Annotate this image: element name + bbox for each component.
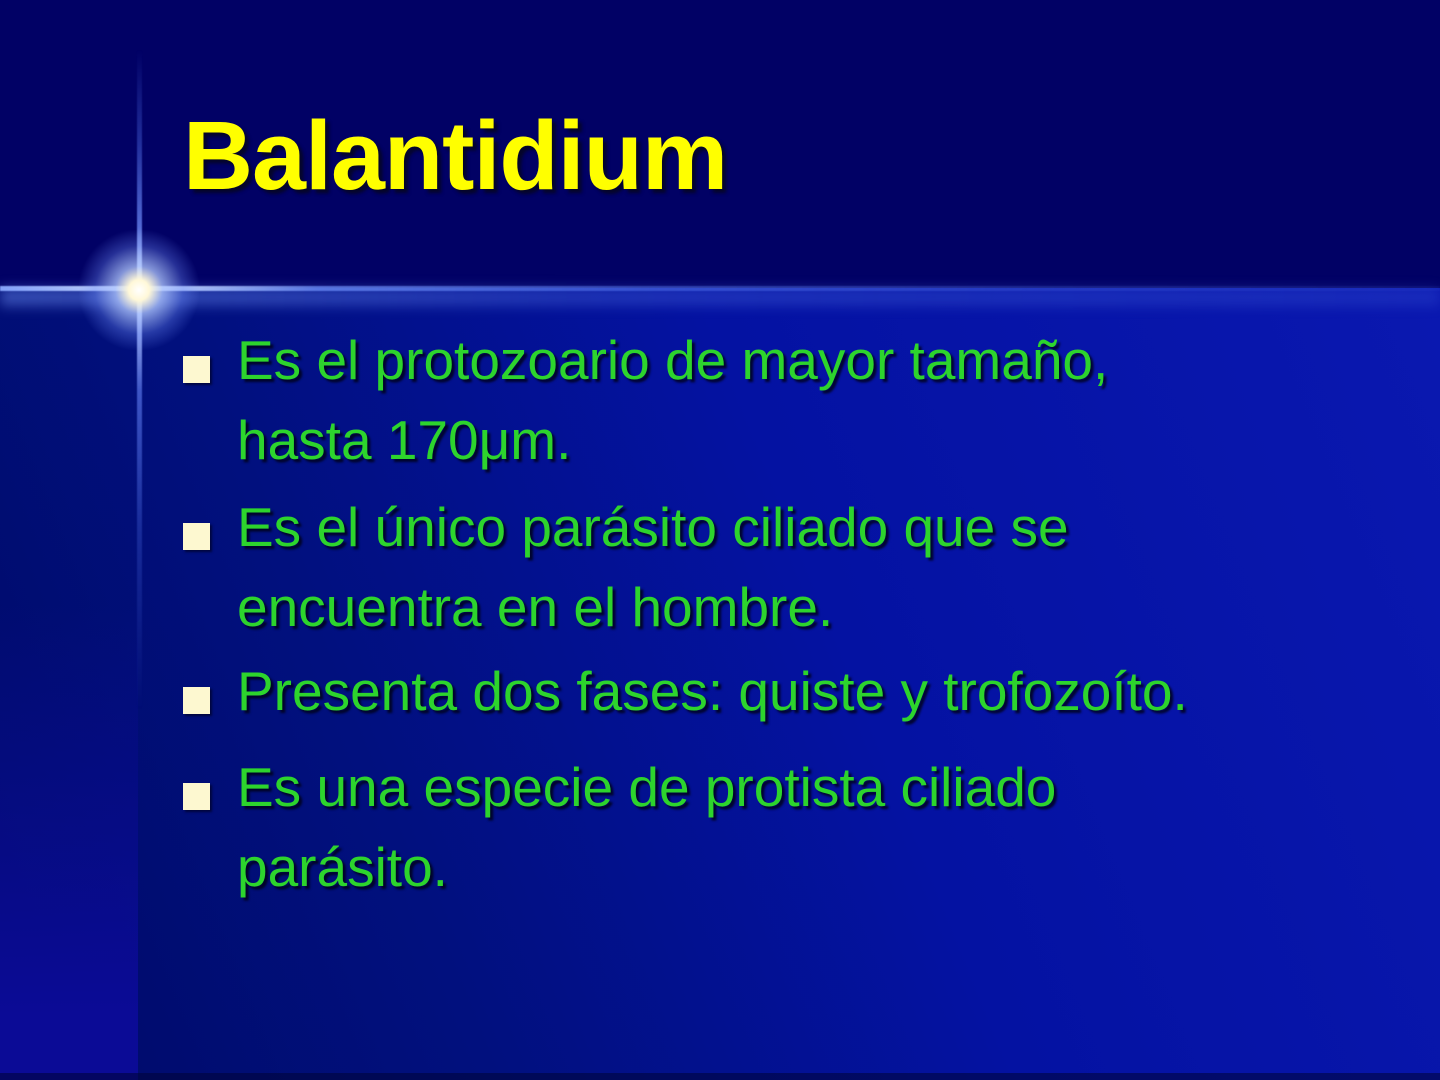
lens-flare-center-icon [79,230,199,350]
bullet-marker-icon [183,687,210,714]
bullet-line: encuentra en el hombre. [237,576,834,638]
bottom-edge-shade [0,1073,1440,1080]
bullet-line: Es el protozoario de mayor tamaño, [237,329,1109,391]
bullet-line: Es el único parásito ciliado que se [237,496,1069,558]
bullet-line: hasta 170μm. [237,409,572,471]
bullet-item [183,747,1373,907]
bullet-line: Es una especie de protista ciliado [237,756,1057,818]
bullet-item [183,487,1373,647]
bullet-item [183,320,1373,480]
slide-title: Balantidium [183,101,728,210]
lens-flare-vertical-beam-icon [137,50,142,730]
lens-flare-horizontal-glow-icon [0,288,1440,306]
bullet-list [183,320,1373,907]
bullet-marker-icon [183,523,210,550]
bullet-line: parásito. [237,836,448,898]
left-edge-strip [0,288,138,1080]
bullet-line: Presenta dos fases: quiste y trofozoíto. [237,660,1188,722]
bullet-item [183,651,1373,731]
bullet-marker-icon [183,356,210,383]
bullet-marker-icon [183,783,210,810]
